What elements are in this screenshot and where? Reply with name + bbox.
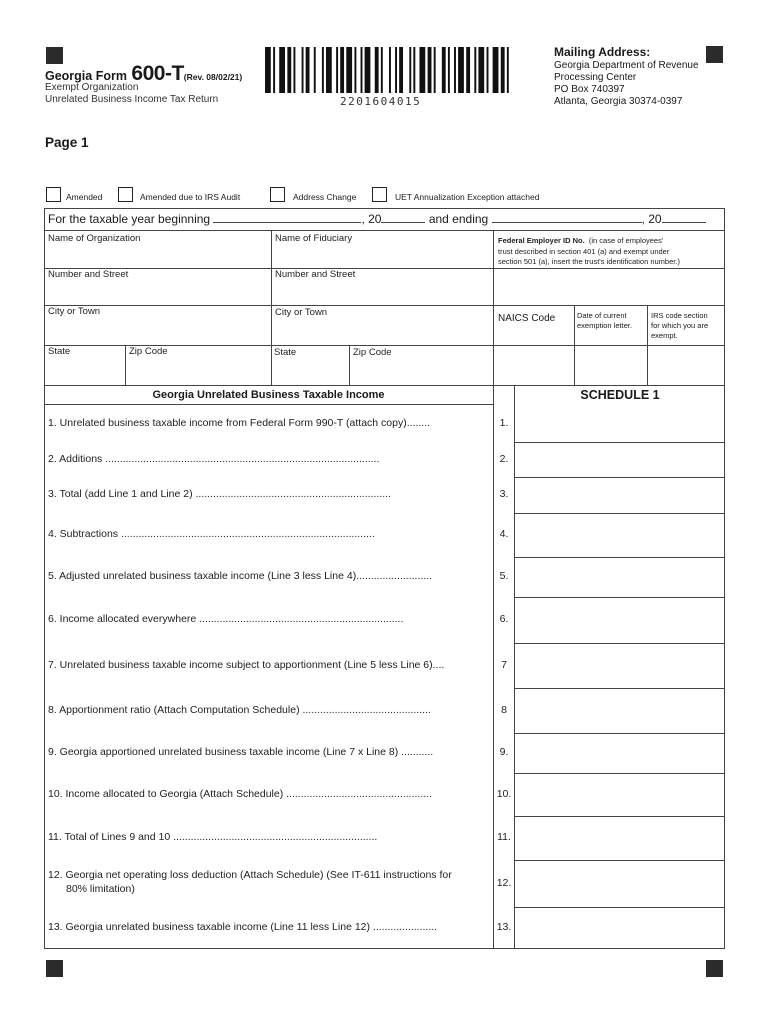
schedule-line-7-label: 7. Unrelated business taxable income subject to apportionment (Line 5 less Line 6).... xyxy=(48,658,445,671)
schedule-line-4-number: 4. xyxy=(499,528,509,540)
exemption-date-line-2: exemption letter. xyxy=(577,321,633,330)
schedule-line-3-number: 3. xyxy=(499,488,509,500)
schedule-line-1-amount-input[interactable] xyxy=(516,407,723,440)
fein-bold-label: Federal Employer ID No. xyxy=(498,236,585,245)
fein-note-3: section 501 (a), insert the trust's identification number.) xyxy=(498,257,680,266)
schedule-line-12-label-cont: 80% limitation) xyxy=(66,882,135,895)
tax-year-beginning-label: For the taxable year beginning xyxy=(48,212,211,226)
schedule-line-13-number: 13. xyxy=(496,921,512,933)
registration-mark-bottom-right xyxy=(706,960,723,977)
form-number: 600-T xyxy=(131,62,184,85)
barcode-number: 2201604015 xyxy=(340,95,422,108)
street-label-1: Number and Street xyxy=(48,269,129,280)
mailing-line-1: Georgia Department of Revenue xyxy=(554,60,699,71)
schedule-line-5-amount-input[interactable] xyxy=(516,559,723,595)
schedule-line-8-amount-input[interactable] xyxy=(516,690,723,731)
uet-exception-label: UET Annualization Exception attached xyxy=(395,192,540,202)
address-change-label: Address Change xyxy=(293,192,357,202)
schedule-line-9-label: 9. Georgia apportioned unrelated business taxable income (Line 7 x Line 8) ........... xyxy=(48,746,434,758)
zip-label-2: Zip Code xyxy=(353,347,392,358)
schedule-line-1-label: 1. Unrelated business taxable income from Federal Form 990-T (attach copy)........ xyxy=(48,416,431,429)
schedule-line-11-number: 11. xyxy=(497,831,511,843)
tax-year-twenty-1: , 20 xyxy=(361,212,382,226)
mailing-line-2: Processing Center xyxy=(554,72,637,83)
schedule-line-8-number: 8 xyxy=(501,703,507,716)
schedule-line-2-number: 2. xyxy=(499,452,509,465)
form-prefix: Georgia Form xyxy=(45,69,127,83)
city-label-1: City or Town xyxy=(48,306,101,317)
schedule-label: SCHEDULE 1 xyxy=(580,388,660,402)
schedule-line-6-label: 6. Income allocated everywhere ...................................................................... xyxy=(48,613,404,625)
irs-code-line-1: IRS code section xyxy=(651,311,708,320)
naics-label: NAICS Code xyxy=(498,313,556,324)
irs-code-line-2: for which you are xyxy=(651,321,709,330)
schedule-line-5-number: 5. xyxy=(499,570,509,582)
schedule-line-1-number: 1. xyxy=(499,416,509,429)
tax-year-ending-label: and ending xyxy=(428,212,489,226)
schedule-line-12-amount-input[interactable] xyxy=(516,862,723,905)
registration-mark-top-right xyxy=(706,46,723,63)
schedule-line-7-amount-input[interactable] xyxy=(516,645,723,686)
schedule-line-4-amount-input[interactable] xyxy=(516,515,723,555)
schedule-line-11-amount-input[interactable] xyxy=(516,818,723,858)
mailing-line-3: PO Box 740397 xyxy=(554,84,625,95)
zip-label-1: Zip Code xyxy=(129,346,168,357)
amended-checkbox[interactable] xyxy=(46,187,61,202)
form-revision: (Rev. 08/02/21) xyxy=(183,72,243,82)
org-name-input[interactable] xyxy=(45,244,269,266)
schedule-line-13-amount-input[interactable] xyxy=(516,909,723,947)
amended-label: Amended xyxy=(66,192,103,202)
schedule-line-10-amount-input[interactable] xyxy=(516,775,723,814)
tax-year-row xyxy=(48,212,706,226)
fein-note-2: trust described in section 401 (a) and exempt under xyxy=(498,246,670,256)
tax-year-begin-field[interactable] xyxy=(213,213,361,223)
tax-year-begin-year-field[interactable] xyxy=(381,213,425,223)
schedule-line-12-label: 12. Georgia net operating loss deduction (Attach Schedule) (See IT-611 instructions for xyxy=(48,868,452,881)
schedule-line-7-number: 7 xyxy=(501,658,507,671)
schedule-line-4-label: 4. Subtractions ....................................................................................... xyxy=(48,528,375,540)
registration-mark-bottom-left xyxy=(46,960,63,977)
exemption-date-label xyxy=(577,311,632,331)
uet-exception-checkbox[interactable] xyxy=(372,187,387,202)
city-label-2: City or Town xyxy=(275,307,328,318)
tax-year-end-year-field[interactable] xyxy=(662,213,706,223)
form-subtitle-2: Unrelated Business Income Tax Return xyxy=(45,94,219,105)
address-change-checkbox[interactable] xyxy=(270,187,285,202)
schedule-title: Georgia Unrelated Business Taxable Income xyxy=(152,389,385,401)
schedule-line-2-label: 2. Additions .............................................................................................. xyxy=(48,452,380,465)
fiduciary-label: Name of Fiduciary xyxy=(275,233,353,244)
schedule-line-11-label: 11. Total of Lines 9 and 10 ...................................................................... xyxy=(48,831,378,843)
schedule-line-9-amount-input[interactable] xyxy=(516,735,723,771)
schedule-line-3-amount-input[interactable] xyxy=(516,479,723,511)
schedule-line-5-label: 5. Adjusted unrelated business taxable income (Line 3 less Line 4).......................... xyxy=(48,570,433,582)
form-subtitle-1: Exempt Organization xyxy=(45,82,139,93)
state-label-1: State xyxy=(48,346,71,357)
fein-label xyxy=(498,236,680,268)
schedule-line-8-label: 8. Apportionment ratio (Attach Computation Schedule) ............................................ xyxy=(48,703,431,716)
schedule-line-12-number: 12. xyxy=(496,876,512,889)
schedule-line-13-label: 13. Georgia unrelated business taxable income (Line 11 less Line 12) ...................... xyxy=(48,921,438,933)
schedule-line-6-amount-input[interactable] xyxy=(516,599,723,641)
exemption-date-line-1: Date of current xyxy=(577,311,627,320)
org-name-label: Name of Organization xyxy=(48,233,141,244)
amended-irs-audit-checkbox[interactable] xyxy=(118,187,133,202)
schedule-line-10-number: 10. xyxy=(496,787,512,800)
fein-note-1: (in case of employees' xyxy=(588,236,664,245)
amended-irs-audit-label: Amended due to IRS Audit xyxy=(140,192,241,202)
mailing-line-4: Atlanta, Georgia 30374-0397 xyxy=(554,96,683,107)
tax-year-end-field[interactable] xyxy=(492,213,642,223)
schedule-line-6-number: 6. xyxy=(499,613,509,625)
state-label-2: State xyxy=(274,347,297,358)
mailing-heading: Mailing Address: xyxy=(554,45,651,59)
schedule-line-10-label: 10. Income allocated to Georgia (Attach Schedule) .................................................. xyxy=(48,787,432,800)
page-label: Page 1 xyxy=(45,135,89,150)
schedule-line-3-label: 3. Total (add Line 1 and Line 2) ................................................................... xyxy=(48,488,391,500)
barcode xyxy=(265,47,515,95)
street-label-2: Number and Street xyxy=(275,269,356,280)
tax-year-twenty-2: , 20 xyxy=(641,212,662,226)
irs-code-label xyxy=(651,311,708,341)
irs-code-line-3: exempt. xyxy=(651,331,678,340)
schedule-line-9-number: 9. xyxy=(499,746,509,758)
schedule-line-2-amount-input[interactable] xyxy=(516,444,723,475)
